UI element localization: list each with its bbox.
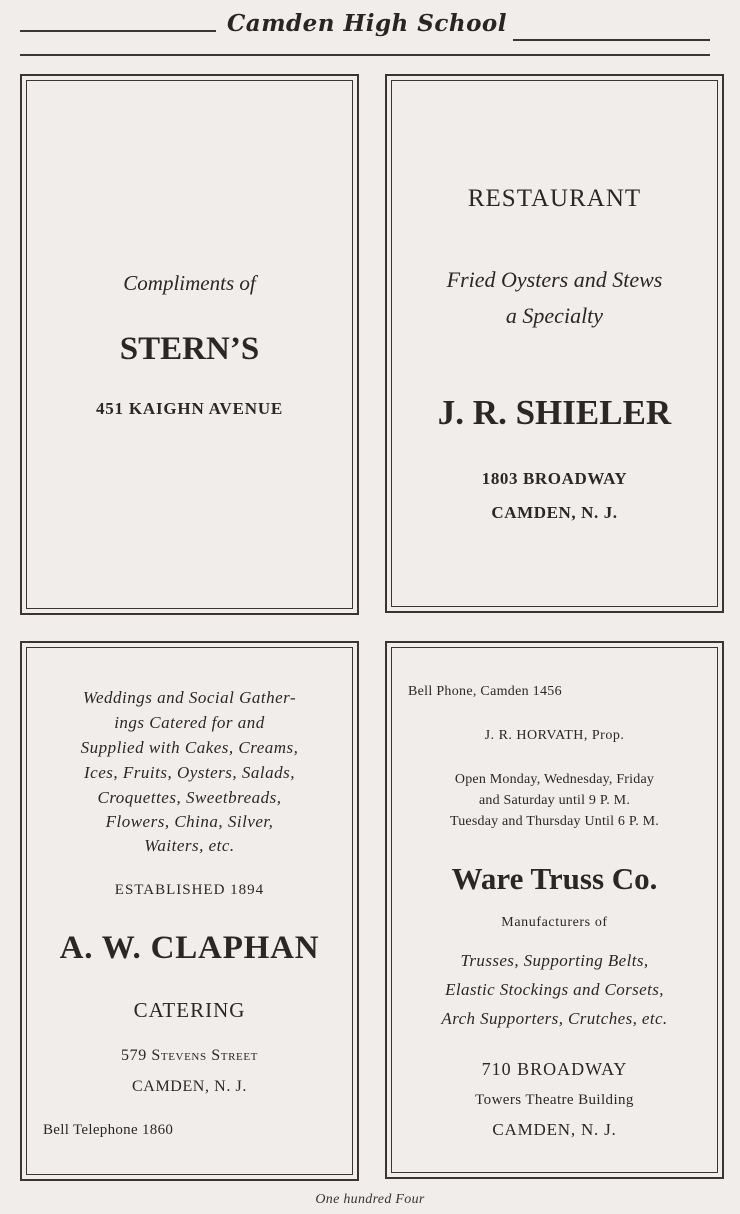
claphan-description-line: ings Catered for and (114, 713, 265, 732)
ad-ware-truss (385, 641, 724, 1179)
ware-truss-proprietor: J. R. HORVATH, Prop. (484, 728, 625, 743)
header-rule-left (20, 30, 216, 32)
ware-truss-hours-line: Open Monday, Wednesday, Friday (454, 772, 655, 787)
ad-sterns-inner-border (26, 80, 353, 609)
ad-shieler-inner-border (391, 80, 718, 607)
ware-truss-street: 710 BROADWAY (481, 1059, 628, 1079)
ware-truss-phone: Bell Phone, Camden 1456 (408, 684, 562, 699)
ad-sterns (20, 74, 359, 615)
ad-claphan-inner-border (26, 647, 353, 1175)
sterns-compliments: Compliments of (123, 271, 256, 295)
sterns-address: 451 KAIGHN AVENUE (95, 399, 284, 418)
claphan-description-line: Waiters, etc. (144, 836, 235, 855)
page-number: One hundred Four (315, 1192, 425, 1207)
shieler-tagline-line: Fried Oysters and Stews (446, 267, 663, 292)
claphan-established: ESTABLISHED 1894 (114, 882, 265, 898)
claphan-service: CATERING (133, 998, 246, 1022)
sterns-name: STERN’S (119, 331, 260, 367)
claphan-description-line: Supplied with Cakes, Creams, (80, 738, 299, 757)
ware-truss-hours-line: Tuesday and Thursday Until 6 P. M. (449, 814, 660, 829)
ware-truss-product-line: Arch Supporters, Crutches, etc. (441, 1009, 668, 1028)
claphan-name: A. W. CLAPHAN (59, 930, 320, 966)
page-header-title: Camden High School (226, 10, 508, 37)
shieler-tagline-line: a Specialty (505, 303, 604, 328)
ware-truss-name: Ware Truss Co. (451, 861, 658, 896)
claphan-description-line: Flowers, China, Silver, (105, 812, 274, 831)
claphan-street: 579 Stevens Street (121, 1047, 258, 1064)
claphan-phone: Bell Telephone 1860 (43, 1122, 174, 1138)
claphan-description-line: Croquettes, Sweetbreads, (97, 788, 282, 807)
shieler-street: 1803 BROADWAY (481, 469, 628, 488)
shieler-heading: RESTAURANT (467, 185, 642, 212)
shieler-name: J. R. SHIELER (437, 393, 672, 432)
ad-ware-truss-inner-border (391, 647, 718, 1173)
claphan-city: CAMDEN, N. J. (132, 1078, 247, 1095)
ware-truss-manufacturers: Manufacturers of (501, 915, 608, 930)
header-rule-right (513, 39, 710, 41)
claphan-description-line: Ices, Fruits, Oysters, Salads, (84, 763, 295, 782)
ad-shieler-restaurant (385, 74, 724, 613)
claphan-description-line: Weddings and Social Gather- (82, 688, 297, 707)
ware-truss-product-line: Trusses, Supporting Belts, (460, 951, 649, 970)
ware-truss-city: CAMDEN, N. J. (492, 1120, 617, 1139)
ad-claphan-catering (20, 641, 359, 1181)
ware-truss-hours-line: and Saturday until 9 P. M. (478, 793, 631, 808)
ware-truss-product-line: Elastic Stockings and Corsets, (445, 980, 664, 999)
header-rule-full (20, 54, 710, 56)
shieler-city: CAMDEN, N. J. (491, 503, 618, 522)
ware-truss-building: Towers Theatre Building (475, 1092, 634, 1108)
